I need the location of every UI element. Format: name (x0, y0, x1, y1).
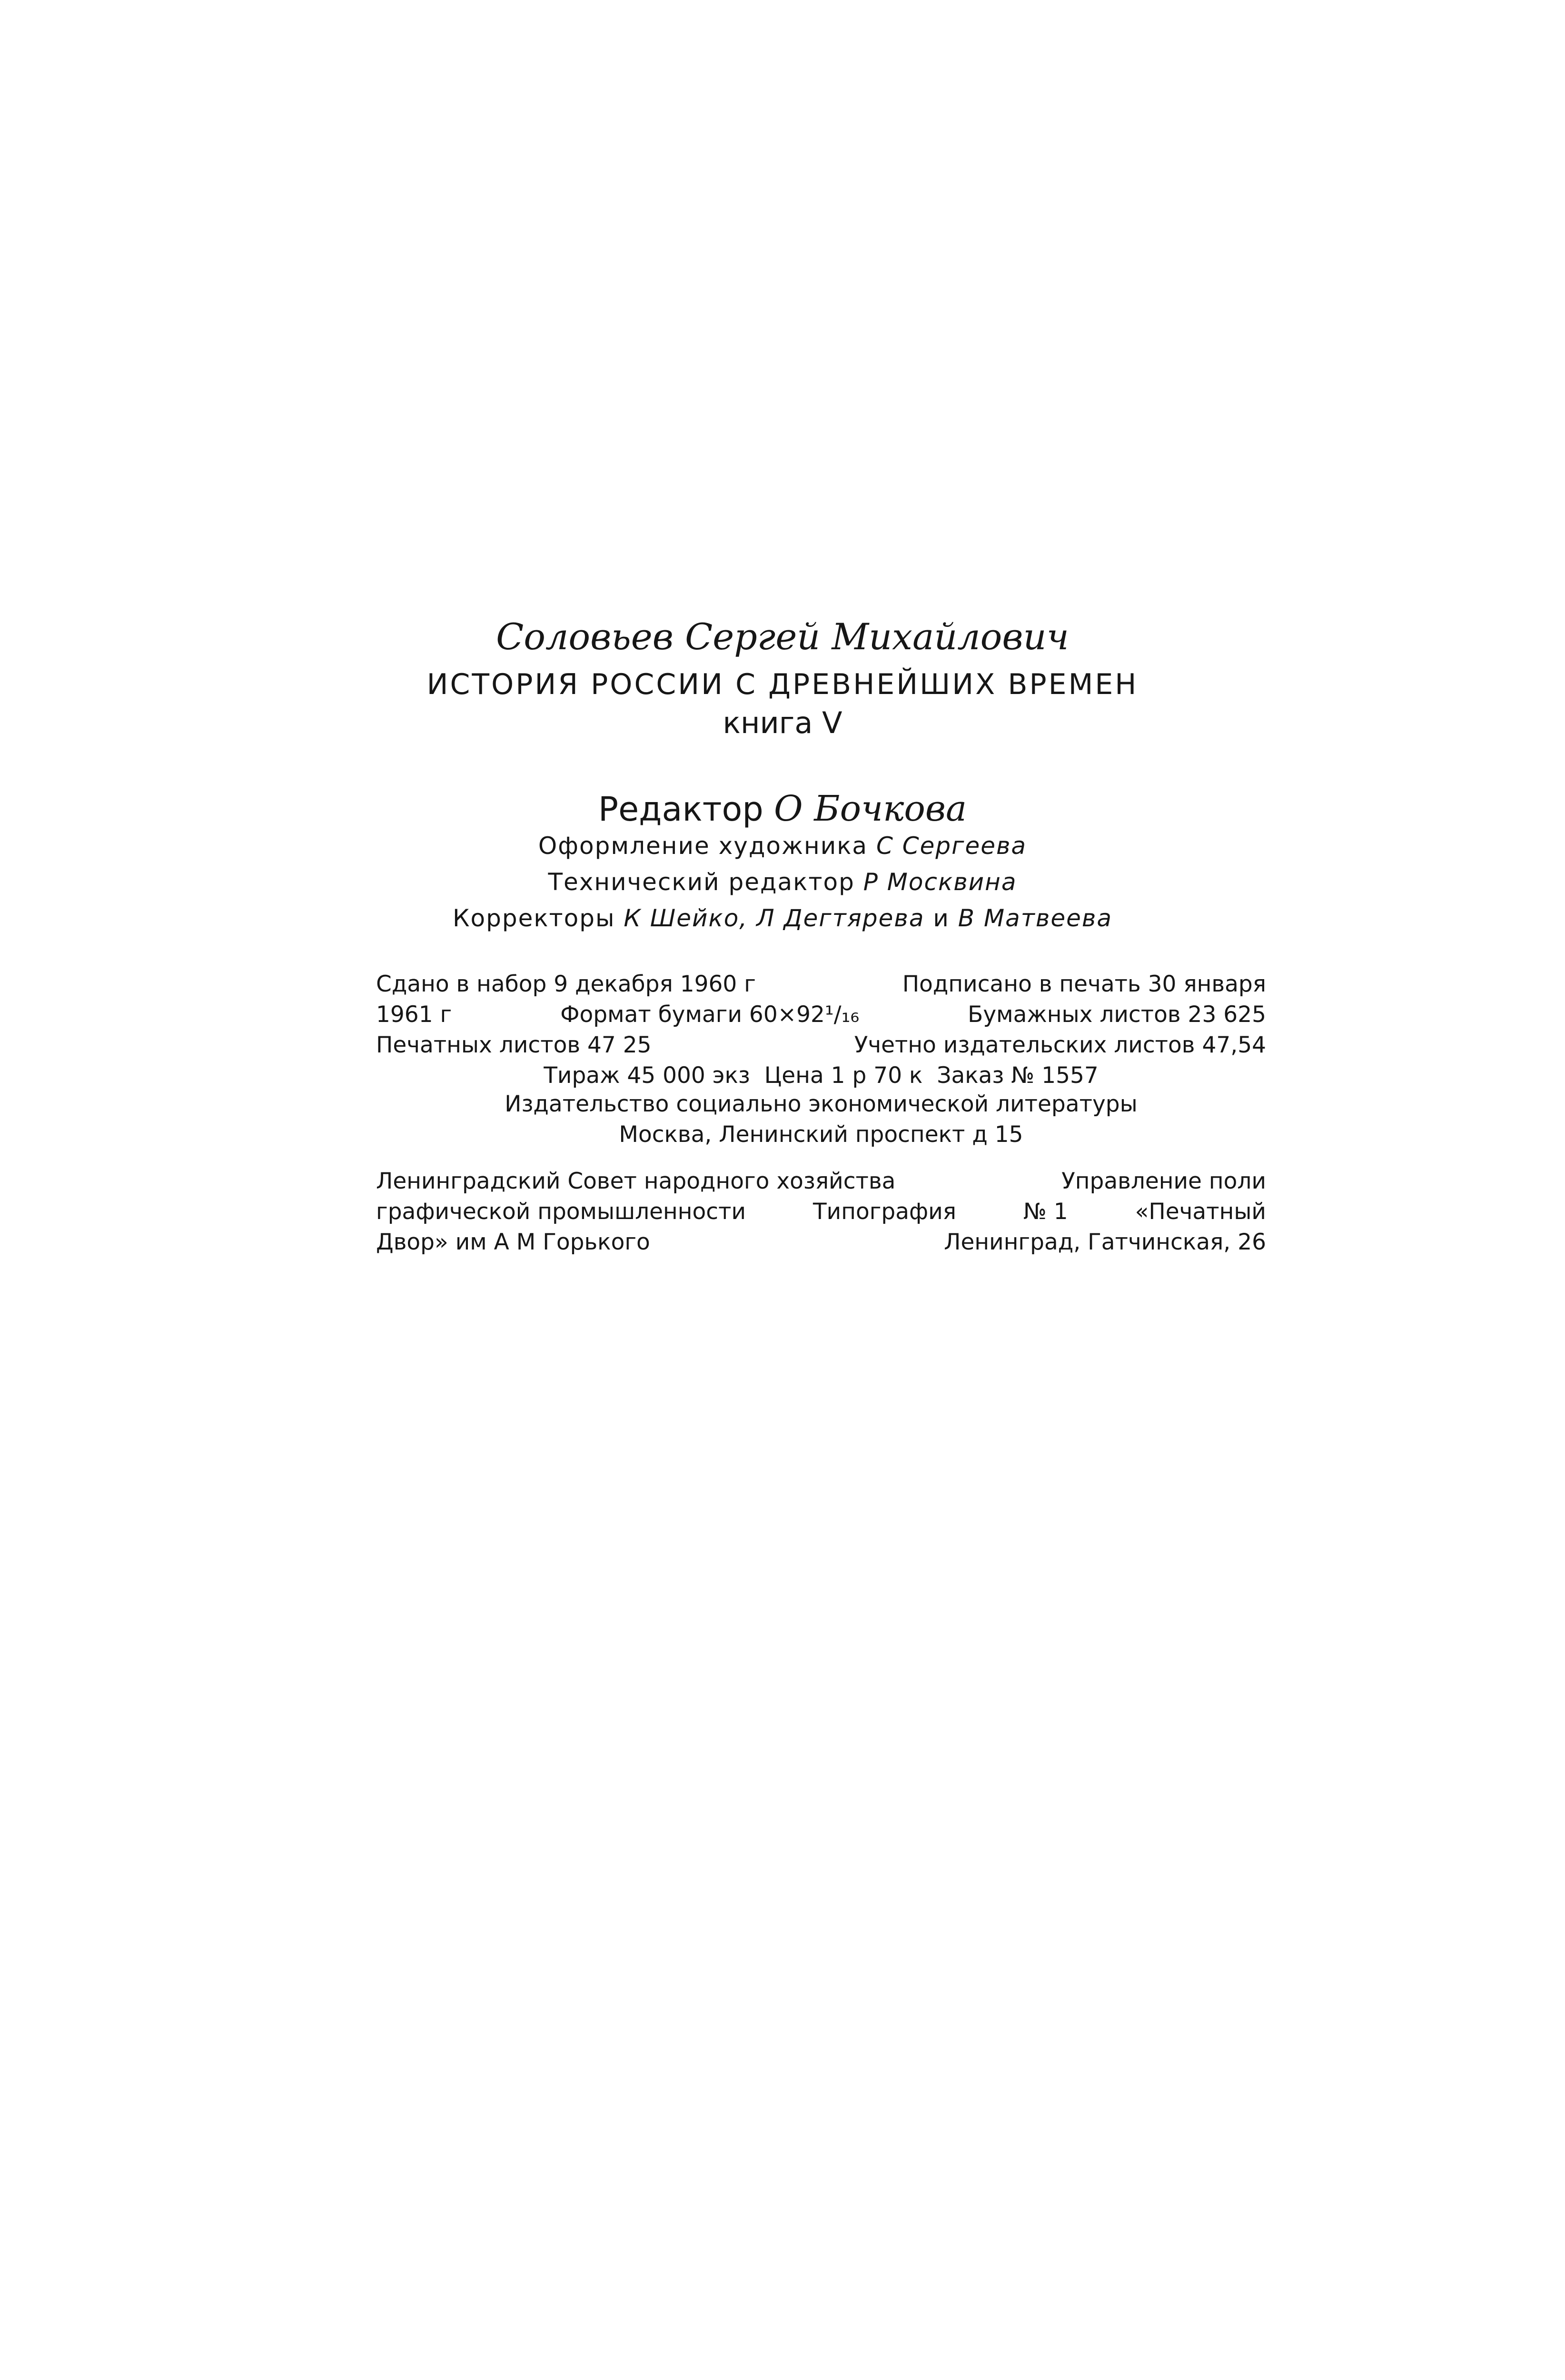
imprint-print-run: Тираж 45 000 экз Цена 1 р 70 к Заказ № 1557 (544, 1062, 1099, 1089)
printer-department: Управление поли (1061, 1168, 1266, 1194)
book-title: ИСТОРИЯ РОССИИ С ДРЕВНЕЙШИХ ВРЕМЕН (426, 668, 1139, 701)
design-name: С Сергеева (876, 832, 1027, 860)
author-name: Соловьев Сергей Михайлович (496, 615, 1069, 658)
printer-industry: графической промышленности (376, 1199, 746, 1225)
print-imprint (376, 969, 1266, 1091)
publisher-name: Издательство социально экономической литературы (505, 1091, 1138, 1117)
proofreaders-names-2: В Матвеева (958, 904, 1112, 932)
design-label: Оформление художника (538, 832, 868, 860)
printer-council: Ленинградский Совет народного хозяйства (376, 1168, 896, 1194)
imprint-line-2 (376, 1000, 1266, 1030)
imprint-paper-format: Формат бумаги 60×92¹/₁₆ (560, 1002, 860, 1028)
imprint-typeset-date: Сдано в набор 9 декабря 1960 г (376, 971, 756, 997)
publisher-info (376, 1089, 1266, 1150)
imprint-signed-date: Подписано в печать 30 января (902, 971, 1266, 997)
editor-label: Редактор (598, 790, 763, 829)
design-credit (0, 834, 1565, 858)
imprint-paper-sheets: Бумажных листов 23 625 (968, 1002, 1266, 1028)
proofreaders-names-1: К Шейко, Л Дегтярева (624, 904, 925, 932)
imprint-line-1 (376, 969, 1266, 1000)
imprint-printed-sheets: Печатных листов 47 25 (376, 1032, 652, 1058)
printer-number: № 1 (1023, 1199, 1068, 1225)
printer-line-1 (376, 1166, 1266, 1197)
tech-editor-label: Технический редактор (548, 868, 855, 896)
tech-editor-name: Р Москвина (863, 868, 1017, 896)
proofreaders-credit (0, 906, 1565, 930)
proofreaders-label: Корректоры (453, 904, 615, 932)
printer-line-2 (376, 1197, 1266, 1227)
imprint-publisher-sheets: Учетно издательских листов 47,54 (854, 1032, 1266, 1058)
printer-line-3 (376, 1227, 1266, 1258)
printer-info (376, 1166, 1266, 1258)
proofreaders-and: и (933, 904, 950, 932)
volume-number: книга V (723, 705, 842, 740)
printer-name-end: Двор» им А М Горького (376, 1229, 650, 1255)
tech-editor-credit (0, 870, 1565, 894)
printer-typography: Типография (812, 1199, 957, 1225)
editor-name: О Бочкова (774, 788, 967, 829)
printer-address: Ленинград, Гатчинская, 26 (944, 1229, 1266, 1255)
publisher-address: Москва, Ленинский проспект д 15 (619, 1121, 1023, 1148)
imprint-year: 1961 г (376, 1002, 452, 1028)
printer-name-start: «Печатный (1135, 1199, 1266, 1225)
editor-credit (0, 788, 1565, 829)
imprint-line-3 (376, 1030, 1266, 1061)
